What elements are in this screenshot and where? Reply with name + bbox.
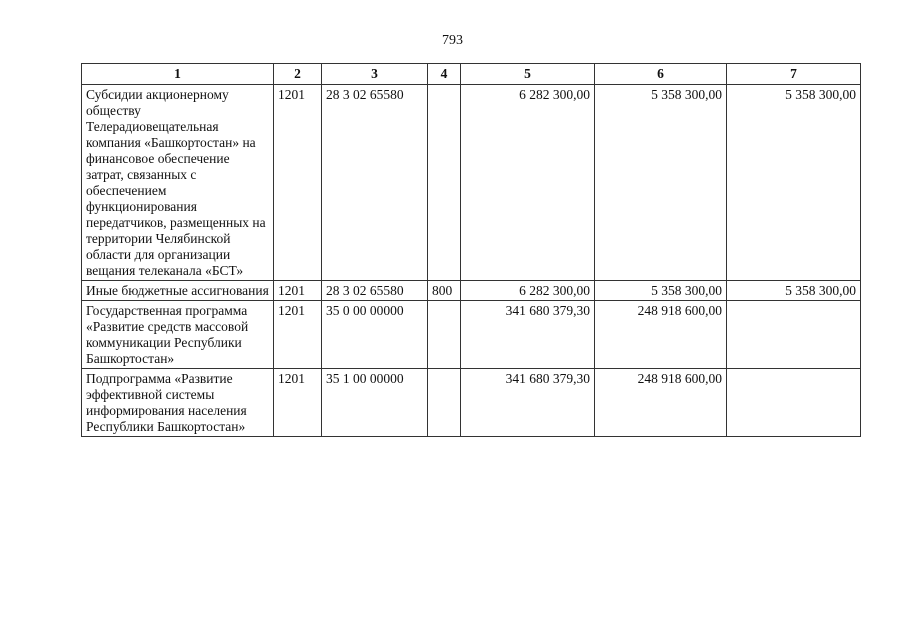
row-amount-1: 341 680 379,30	[461, 301, 595, 369]
col-header-4: 4	[428, 64, 461, 85]
row-amount-3: 5 358 300,00	[727, 281, 861, 301]
table-row	[82, 85, 861, 281]
row-target: 28 3 02 65580	[322, 85, 428, 281]
row-amount-2: 248 918 600,00	[595, 369, 727, 437]
row-target: 35 0 00 00000	[322, 301, 428, 369]
row-amount-2: 248 918 600,00	[595, 301, 727, 369]
row-amount-1: 341 680 379,30	[461, 369, 595, 437]
row-amount-3	[727, 369, 861, 437]
row-target: 28 3 02 65580	[322, 281, 428, 301]
page-number: 793	[442, 33, 463, 48]
budget-table	[81, 63, 861, 437]
col-header-2: 2	[274, 64, 322, 85]
row-name: Иные бюджетные ассигнования	[82, 281, 274, 301]
row-section: 1201	[274, 301, 322, 369]
row-name: Субсидии акционерному обществу Телерадиовещательная компания «Башкортостан» на финансовое обеспечение затрат, связанных с обеспечением функционирования передатчиков, размещенных на территории Челябинской области для организации вещания телеканала «БСТ»	[82, 85, 274, 281]
row-amount-2: 5 358 300,00	[595, 85, 727, 281]
col-header-5: 5	[461, 64, 595, 85]
table-row	[82, 369, 861, 437]
row-section: 1201	[274, 369, 322, 437]
row-amount-3: 5 358 300,00	[727, 85, 861, 281]
row-expense-type	[428, 85, 461, 281]
row-section: 1201	[274, 85, 322, 281]
col-header-6: 6	[595, 64, 727, 85]
header-row	[82, 64, 861, 85]
row-name: Подпрограмма «Развитие эффективной системы информирования населения Республики Башкортостан»	[82, 369, 274, 437]
col-header-7: 7	[727, 64, 861, 85]
row-section: 1201	[274, 281, 322, 301]
col-header-3: 3	[322, 64, 428, 85]
row-name: Государственная программа «Развитие средств массовой коммуникации Республики Башкортостан»	[82, 301, 274, 369]
table-row	[82, 281, 861, 301]
row-amount-3	[727, 301, 861, 369]
table-row	[82, 301, 861, 369]
row-expense-type: 800	[428, 281, 461, 301]
row-target: 35 1 00 00000	[322, 369, 428, 437]
row-amount-1: 6 282 300,00	[461, 85, 595, 281]
row-expense-type	[428, 301, 461, 369]
row-expense-type	[428, 369, 461, 437]
row-amount-2: 5 358 300,00	[595, 281, 727, 301]
row-amount-1: 6 282 300,00	[461, 281, 595, 301]
col-header-1: 1	[82, 64, 274, 85]
